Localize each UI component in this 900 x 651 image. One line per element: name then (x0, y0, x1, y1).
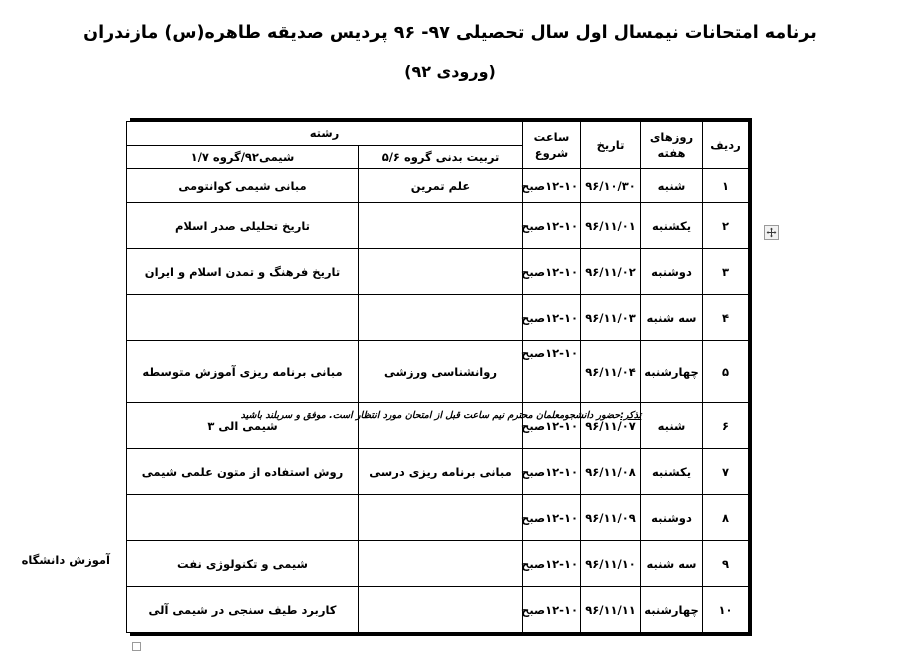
cell-weekday: دوشنبه (641, 249, 703, 295)
column-header-weekdays: روزهای هفته (641, 122, 703, 169)
signature-line: آموزش دانشگاه (21, 553, 110, 567)
cell-weekday: دوشنبه (641, 495, 703, 541)
table-move-handle[interactable] (764, 225, 779, 240)
cell-date: ۹۶/۱۱/۱۱ (581, 587, 641, 633)
table-row (126, 587, 748, 633)
cell-start-time: ۱۲-۱۰صبح (523, 403, 581, 449)
cell-start-time: ۱۲-۱۰صبح (523, 169, 581, 203)
cell-course-chemistry: شیمی و تکنولوژی نفت (126, 541, 358, 587)
cell-course-chemistry: کاربرد طیف سنجی در شیمی آلی (126, 587, 358, 633)
cell-course-physical-education (359, 249, 523, 295)
cell-weekday: چهارشنبه (641, 587, 703, 633)
cell-start-time: ۱۲-۱۰صبح (523, 249, 581, 295)
cell-course-chemistry: تاریخ فرهنگ و تمدن اسلام و ایران (126, 249, 358, 295)
cell-course-physical-education: روانشناسی ورزشی (359, 341, 523, 403)
table-body (126, 169, 748, 633)
cell-weekday: شنبه (641, 403, 703, 449)
cell-start-time: ۱۲-۱۰صبح (523, 341, 581, 403)
cell-radif: ۷ (703, 449, 749, 495)
cell-start-time: ۱۲-۱۰صبح (523, 587, 581, 633)
cell-start-time: ۱۲-۱۰صبح (523, 495, 581, 541)
page-subtitle: (ورودی ۹۲) (404, 61, 496, 81)
cell-weekday: سه شنبه (641, 541, 703, 587)
cell-date: ۹۶/۱۱/۰۸ (581, 449, 641, 495)
schedule-table-frame (130, 118, 752, 636)
cell-date: ۹۶/۱۱/۰۳ (581, 295, 641, 341)
column-header-field-group: رشته (126, 122, 522, 146)
note-lead-label: تذکر: (620, 410, 642, 421)
cell-radif: ۹ (703, 541, 749, 587)
cell-radif: ۵ (703, 341, 749, 403)
table-row (126, 203, 748, 249)
cell-course-chemistry: مبانی شیمی کوانتومی (126, 169, 358, 203)
cell-weekday: چهارشنبه (641, 341, 703, 403)
cell-weekday: یکشنبه (641, 203, 703, 249)
table-row (126, 449, 748, 495)
cell-date: ۹۶/۱۱/۰۴ (581, 341, 641, 403)
table-row (126, 295, 748, 341)
cell-radif: ۶ (703, 403, 749, 449)
page-title: برنامه امتحانات نیمسال اول سال تحصیلی ۹۷- ۹۶ پردیس صدیقه طاهره(س) مازندران (83, 23, 817, 43)
table-row (126, 495, 748, 541)
cell-course-chemistry: شیمی الی ۳ (126, 403, 358, 449)
table-row (126, 249, 748, 295)
cell-course-physical-education (359, 295, 523, 341)
cell-course-physical-education (359, 541, 523, 587)
note-body-text: حضور دانشجومعلمان محترم نیم ساعت قبل از امتحان مورد انتظار است. موفق و سربلند باشید (240, 410, 621, 421)
cell-start-time: ۱۲-۱۰صبح (523, 203, 581, 249)
cell-start-time: ۱۲-۱۰صبح (523, 449, 581, 495)
column-header-date: تاریخ (581, 122, 641, 169)
cell-date: ۹۶/۱۱/۰۷ (581, 403, 641, 449)
cell-course-chemistry: روش استفاده از متون علمی شیمی (126, 449, 358, 495)
column-header-field-physical-education: تربیت بدنی گروه ۵/۶ (359, 145, 523, 169)
cell-date: ۹۶/۱۰/۳۰ (581, 169, 641, 203)
table-resize-handle[interactable] (132, 642, 141, 651)
cell-date: ۹۶/۱۱/۰۱ (581, 203, 641, 249)
table-row (126, 341, 748, 403)
cell-start-time: ۱۲-۱۰صبح (523, 295, 581, 341)
cell-course-physical-education (359, 203, 523, 249)
table-header (126, 122, 748, 169)
cell-course-physical-education: علم تمرین (359, 169, 523, 203)
cell-date: ۹۶/۱۱/۰۹ (581, 495, 641, 541)
cell-course-physical-education (359, 587, 523, 633)
column-header-field-chemistry: شیمی۹۲/گروه ۱/۷ (126, 145, 358, 169)
table-row (126, 541, 748, 587)
cell-date: ۹۶/۱۱/۰۲ (581, 249, 641, 295)
column-header-radif: ردیف (703, 122, 749, 169)
cell-weekday: شنبه (641, 169, 703, 203)
column-header-start-time: ساعت شروع (523, 122, 581, 169)
cell-start-time: ۱۲-۱۰صبح (523, 541, 581, 587)
cell-course-chemistry (126, 495, 358, 541)
cell-radif: ۴ (703, 295, 749, 341)
cell-course-chemistry: تاریخ تحلیلی صدر اسلام (126, 203, 358, 249)
cell-radif: ۱۰ (703, 587, 749, 633)
exam-schedule-table (126, 121, 749, 633)
cell-radif: ۲ (703, 203, 749, 249)
cell-radif: ۱ (703, 169, 749, 203)
table-row (126, 169, 748, 203)
header-row-top (126, 122, 748, 146)
cell-course-physical-education (359, 495, 523, 541)
cell-course-physical-education: مبانی برنامه ریزی درسی (359, 449, 523, 495)
cell-date: ۹۶/۱۱/۱۰ (581, 541, 641, 587)
cell-course-chemistry (126, 295, 358, 341)
cell-course-chemistry: مبانی برنامه ریزی آموزش متوسطه (126, 341, 358, 403)
cell-radif: ۸ (703, 495, 749, 541)
exam-note (130, 404, 752, 422)
cell-weekday: یکشنبه (641, 449, 703, 495)
cell-radif: ۳ (703, 249, 749, 295)
cell-weekday: سه شنبه (641, 295, 703, 341)
